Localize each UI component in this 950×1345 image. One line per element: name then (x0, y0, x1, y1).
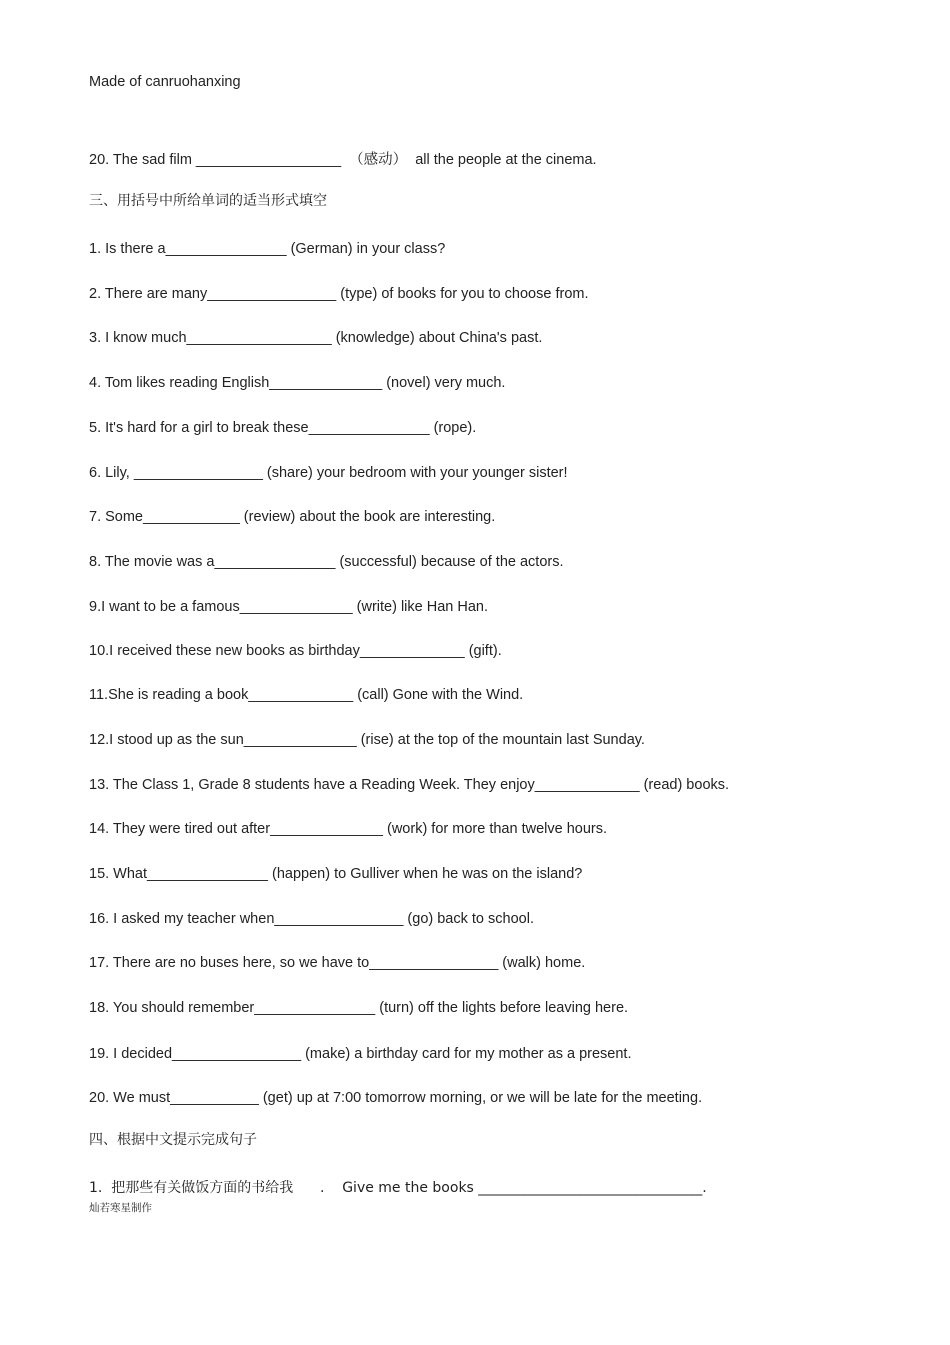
exercise-item-14: 14. They were tired out after______________ (work) for more than twelve hours. (89, 821, 607, 837)
exercise-item-2: 2. There are many________________ (type) of books for you to choose from. (89, 286, 589, 302)
exercise-item-1: 1. Is there a_______________ (German) in your class? (89, 241, 446, 257)
section-4-title: 四、根据中文提示完成句子 (89, 1132, 257, 1148)
exercise-item-5: 5. It's hard for a girl to break these_______________ (rope). (89, 420, 477, 436)
exercise-item-17: 17. There are no buses here, so we have to________________ (walk) home. (89, 955, 586, 971)
exercise-item-3: 3. I know much__________________ (knowledge) about China's past. (89, 330, 543, 346)
previous-item-20: 20. The sad film __________________ （感动） all the people at the cinema. (89, 152, 597, 168)
exercise-item-7: 7. Some____________ (review) about the book are interesting. (89, 509, 496, 525)
exercise-item-6: 6. Lily, ________________ (share) your bedroom with your younger sister! (89, 465, 568, 481)
exercise-item-13: 13. The Class 1, Grade 8 students have a Reading Week. They enjoy_____________ (read) books. (89, 777, 730, 793)
exercise-item-8: 8. The movie was a_______________ (successful) because of the actors. (89, 554, 564, 570)
translation-item-1: 1. 把那些有关做饭方面的书给我 . Give me the books ________________________________. (89, 1180, 707, 1196)
footer-text: 灿若寒星制作 (89, 1202, 152, 1214)
header-text: Made of canruohanxing (89, 74, 241, 90)
exercise-item-10: 10.I received these new books as birthday_____________ (gift). (89, 643, 502, 659)
exercise-item-11: 11.She is reading a book_____________ (call) Gone with the Wind. (89, 687, 524, 703)
exercise-item-15: 15. What_______________ (happen) to Gulliver when he was on the island? (89, 866, 583, 882)
exercise-item-4: 4. Tom likes reading English______________ (novel) very much. (89, 375, 506, 391)
exercise-item-20: 20. We must___________ (get) up at 7:00 tomorrow morning, or we will be late for the meeting. (89, 1090, 703, 1106)
exercise-item-16: 16. I asked my teacher when________________ (go) back to school. (89, 911, 534, 927)
exercise-item-19: 19. I decided________________ (make) a birthday card for my mother as a present. (89, 1046, 632, 1062)
exercise-item-18: 18. You should remember_______________ (turn) off the lights before leaving here. (89, 1000, 629, 1016)
exercise-item-12: 12.I stood up as the sun______________ (rise) at the top of the mountain last Sunday. (89, 732, 645, 748)
section-3-title: 三、用括号中所给单词的适当形式填空 (89, 193, 327, 209)
exercise-item-9: 9.I want to be a famous______________ (write) like Han Han. (89, 599, 488, 615)
